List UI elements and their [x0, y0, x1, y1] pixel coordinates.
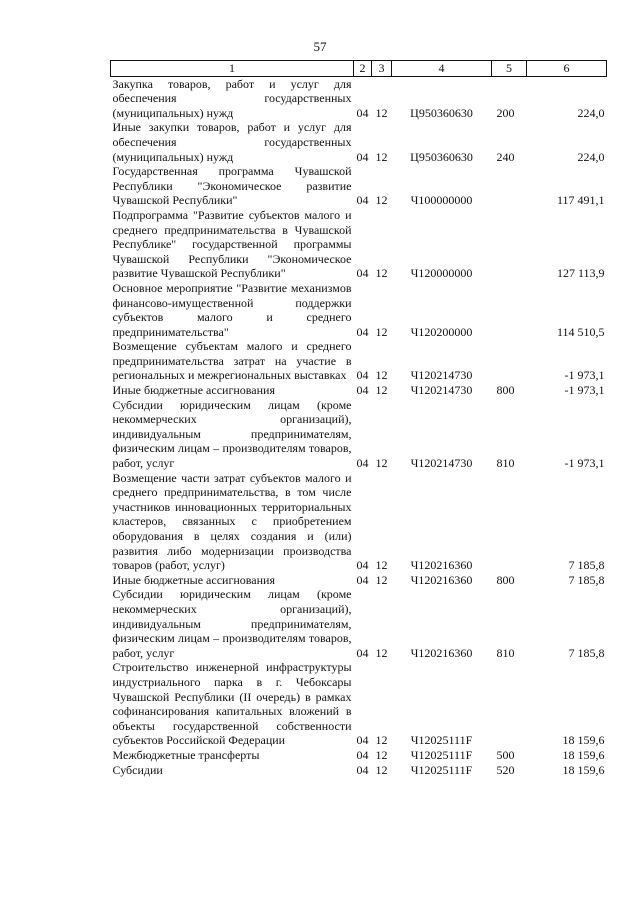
row-amount-cell: 18 159,6: [562, 747, 605, 762]
table-body: [111, 76, 607, 777]
table-header-row: [111, 61, 607, 77]
table-row: [111, 573, 607, 588]
row-section-cell: 04: [356, 193, 369, 208]
row-name-cell: Иные бюджетные ассигнования: [112, 383, 275, 398]
table-row: [111, 748, 607, 763]
row-expense-type-cell: [492, 281, 527, 339]
row-target-item-cell: Ч120214730: [410, 456, 473, 471]
budget-table: [110, 60, 607, 777]
row-subsection-cell: 12: [375, 733, 388, 748]
row-target-item-cell: Ч12025111F: [410, 733, 473, 748]
row-amount-cell: 18 159,6: [562, 762, 605, 777]
row-name-cell: Строительство инженерной инфраструктуры индустриального парка в г. Чебоксары Чувашской Республики (II очередь) в рамках софинансирования капитальных вложений в объекты государственной собственности субъектов Российской Федерации: [112, 660, 352, 748]
row-name-cell: Иные бюджетные ассигнования: [112, 572, 275, 587]
row-subsection-cell: 12: [375, 572, 388, 587]
row-target-item-cell: Ч120214730: [410, 368, 473, 383]
row-amount-cell: 7 185,8: [568, 572, 605, 587]
row-amount-cell: -1 973,1: [564, 368, 605, 383]
row-target-item-cell: Ч120200000: [410, 324, 473, 339]
row-name-cell: Государственная программа Чувашской Республики "Экономическое развитие Чувашской Республики": [112, 164, 352, 208]
row-amount-cell: -1 973,1: [564, 383, 605, 398]
table-row: [111, 164, 607, 208]
row-subsection-cell: 12: [375, 324, 388, 339]
page-number: 57: [313, 39, 327, 54]
row-name-cell: Субсидии: [112, 762, 163, 777]
row-expense-type-cell: 800: [496, 572, 515, 587]
row-subsection-cell: 12: [375, 558, 388, 573]
row-expense-type-cell: 810: [496, 456, 515, 471]
row-expense-type-cell: 240: [496, 149, 515, 164]
row-section-cell: 04: [356, 572, 369, 587]
row-expense-type-cell: [492, 164, 527, 208]
row-expense-type-cell: [492, 339, 527, 383]
row-amount-cell: 7 185,8: [568, 645, 605, 660]
row-amount-cell: -1 973,1: [564, 456, 605, 471]
row-amount-cell: 114 510,5: [556, 324, 605, 339]
column-header-1: 1: [111, 61, 354, 77]
row-amount-cell: 224,0: [577, 105, 605, 120]
row-expense-type-cell: [492, 208, 527, 281]
column-header-2: 2: [354, 61, 372, 77]
row-amount-cell: 117 491,1: [556, 193, 605, 208]
row-expense-type-cell: 810: [496, 645, 515, 660]
table-row: [111, 76, 607, 120]
row-section-cell: 04: [356, 733, 369, 748]
row-amount-cell: 18 159,6: [562, 733, 605, 748]
column-header-4: 4: [392, 61, 492, 77]
row-target-item-cell: Ч12025111F: [410, 747, 473, 762]
row-amount-cell: 7 185,8: [568, 558, 605, 573]
row-target-item-cell: Ч120214730: [410, 383, 473, 398]
row-section-cell: 04: [356, 747, 369, 762]
row-expense-type-cell: 200: [496, 105, 515, 120]
row-name-cell: Закупка товаров, работ и услуг для обеспечения государственных (муниципальных) нужд: [112, 76, 352, 120]
row-expense-type-cell: 800: [496, 383, 515, 398]
row-section-cell: 04: [356, 558, 369, 573]
row-name-cell: Субсидии юридическим лицам (кроме некоммерческих организаций), индивидуальным предпринимателям, физическим лицам – производителям товаров, работ, услуг: [112, 587, 352, 660]
row-expense-type-cell: [492, 660, 527, 748]
row-subsection-cell: 12: [375, 266, 388, 281]
row-expense-type-cell: 500: [496, 747, 515, 762]
table-row: [111, 339, 607, 383]
row-subsection-cell: 12: [375, 105, 388, 120]
row-amount-cell: 224,0: [577, 149, 605, 164]
row-section-cell: 04: [356, 149, 369, 164]
table-row: [111, 587, 607, 660]
row-target-item-cell: Ц950360630: [410, 105, 473, 120]
row-section-cell: 04: [356, 266, 369, 281]
row-subsection-cell: 12: [375, 645, 388, 660]
row-section-cell: 04: [356, 383, 369, 398]
column-header-5: 5: [492, 61, 527, 77]
row-expense-type-cell: 520: [496, 762, 515, 777]
table-row: [111, 471, 607, 573]
row-subsection-cell: 12: [375, 762, 388, 777]
row-section-cell: 04: [356, 762, 369, 777]
row-subsection-cell: 12: [375, 747, 388, 762]
row-name-cell: Иные закупки товаров, работ и услуг для обеспечения государственных (муниципальных) нужд: [112, 120, 352, 164]
row-target-item-cell: Ч120216360: [410, 645, 473, 660]
row-name-cell: Субсидии юридическим лицам (кроме некоммерческих организаций), индивидуальным предпринимателям, физическим лицам – производителям товаров, работ, услуг: [112, 397, 352, 471]
row-section-cell: 04: [356, 105, 369, 120]
table-row: [111, 208, 607, 281]
row-section-cell: 04: [356, 645, 369, 660]
row-name-cell: Подпрограмма "Развитие субъектов малого и среднего предпринимательства в Чувашской Республике" государственной программы Чувашской Республики "Экономическое развитие Чувашской Республики": [112, 207, 352, 281]
row-target-item-cell: Ч120216360: [410, 572, 473, 587]
row-target-item-cell: Ц950360630: [410, 149, 473, 164]
row-subsection-cell: 12: [375, 368, 388, 383]
row-subsection-cell: 12: [375, 193, 388, 208]
table-row: [111, 660, 607, 748]
table-row: [111, 120, 607, 164]
row-subsection-cell: 12: [375, 456, 388, 471]
row-name-cell: Межбюджетные трансферты: [112, 747, 260, 762]
table-row: [111, 281, 607, 339]
row-name-cell: Возмещение субъектам малого и среднего предпринимательства затрат на участие в региональных и межрегиональных выставках: [112, 339, 352, 383]
column-header-6: 6: [527, 61, 607, 77]
row-name-cell: Основное мероприятие "Развитие механизмов финансово-имущественной поддержки субъектов малого и среднего предпринимательства": [112, 280, 352, 339]
row-subsection-cell: 12: [375, 383, 388, 398]
table-row: [111, 383, 607, 398]
row-target-item-cell: Ч120000000: [410, 266, 473, 281]
row-target-item-cell: Ч12025111F: [410, 762, 473, 777]
row-section-cell: 04: [356, 368, 369, 383]
row-expense-type-cell: [492, 471, 527, 573]
row-name-cell: Возмещение части затрат субъектов малого и среднего предпринимательства, в том числе участников инновационных территориальных кластеров, связанных с приобретением оборудования в целях создания и (или) развития либо модернизации производства товаров (работ, услуг): [112, 470, 352, 573]
table-row: [111, 398, 607, 471]
column-header-3: 3: [372, 61, 392, 77]
row-target-item-cell: Ч120216360: [410, 558, 473, 573]
row-subsection-cell: 12: [375, 149, 388, 164]
row-section-cell: 04: [356, 456, 369, 471]
table-row: [111, 763, 607, 778]
row-target-item-cell: Ч100000000: [410, 193, 473, 208]
row-amount-cell: 127 113,9: [556, 266, 605, 281]
row-section-cell: 04: [356, 324, 369, 339]
